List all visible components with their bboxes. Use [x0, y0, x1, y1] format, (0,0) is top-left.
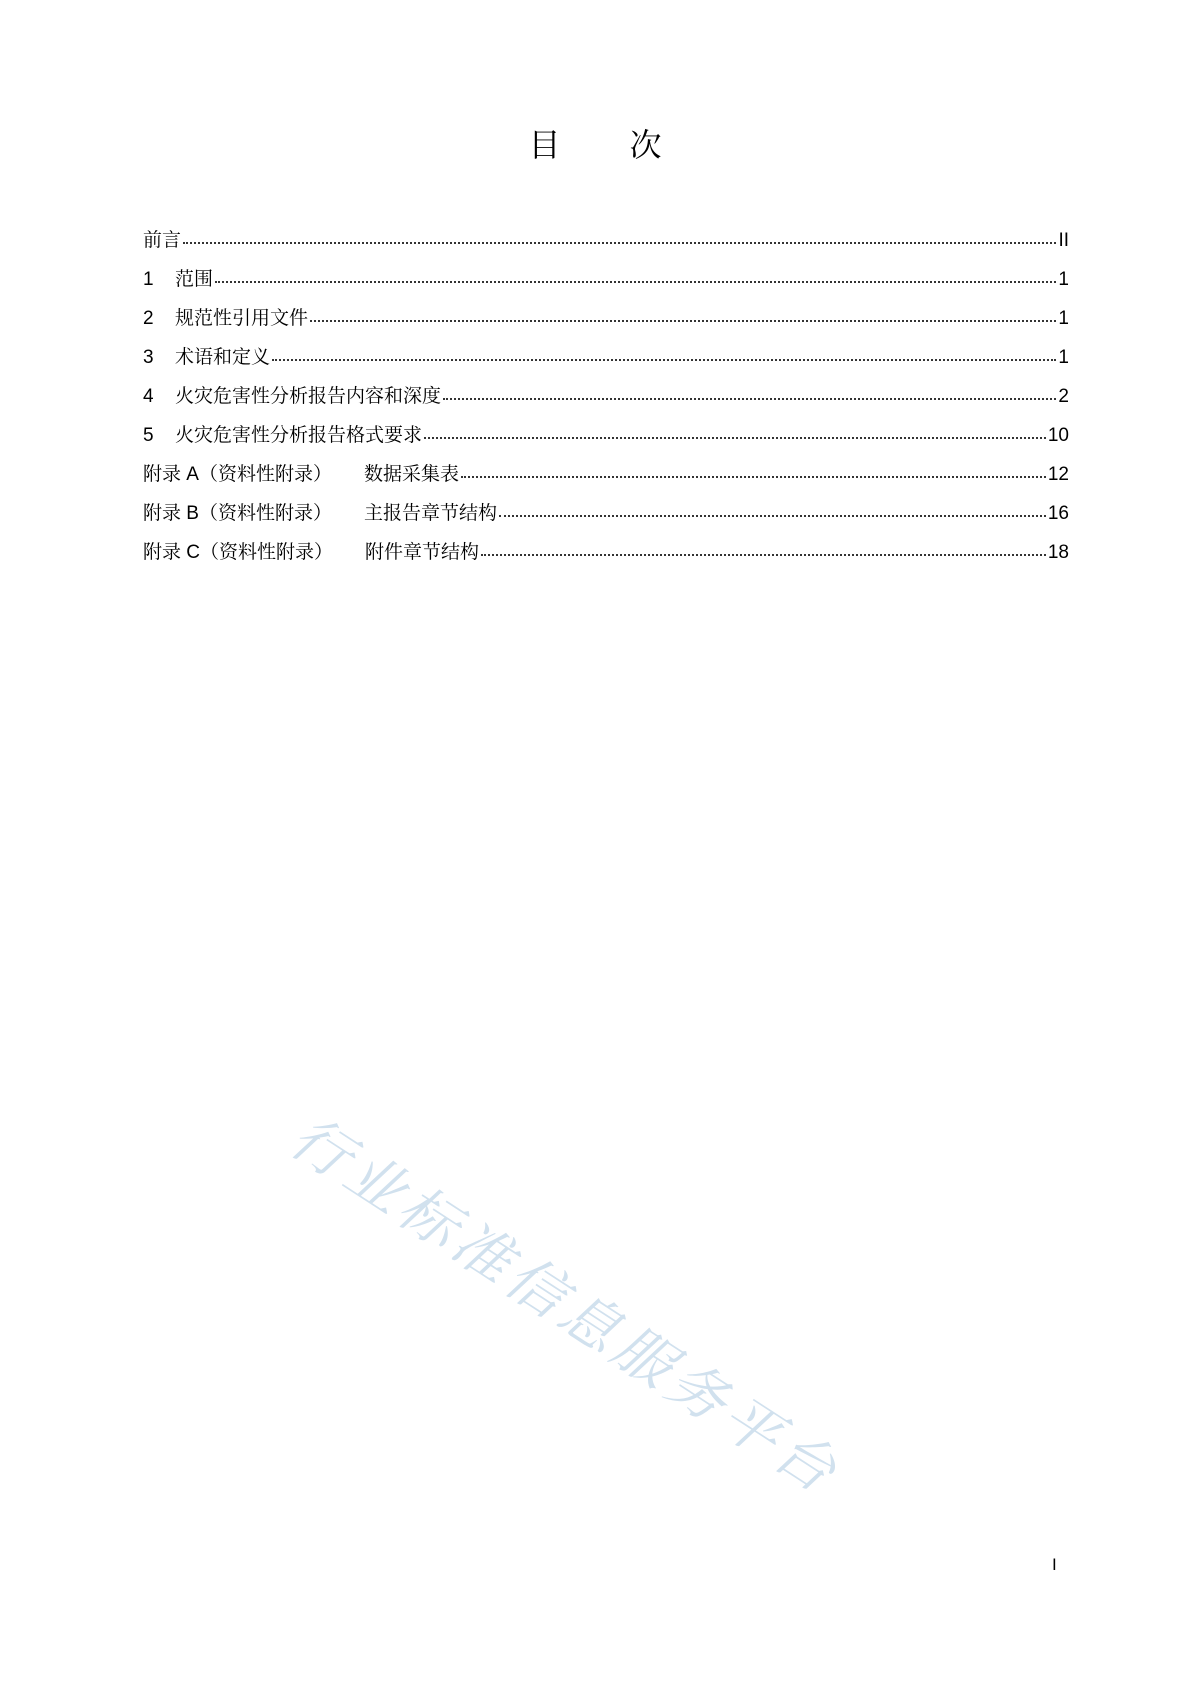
- toc-leader: [424, 419, 1046, 441]
- toc-entry-2[interactable]: [143, 302, 1069, 341]
- toc-entry-appendix-c[interactable]: [143, 536, 1069, 575]
- toc-entry-number: 3: [143, 347, 154, 368]
- toc-entry-1[interactable]: [143, 263, 1069, 302]
- toc-entry-label: 火灾危害性分析报告格式要求: [175, 425, 423, 446]
- toc-entry-number: 2: [143, 308, 154, 329]
- toc-entry-5[interactable]: [143, 419, 1069, 458]
- toc-leader: [183, 224, 1056, 246]
- toc-entry-number: 5: [143, 425, 154, 446]
- toc-leader: [215, 263, 1056, 285]
- toc-entry-foreword[interactable]: [143, 224, 1069, 263]
- toc-entry-page: 16: [1047, 503, 1069, 524]
- toc-entry-page: 12: [1047, 464, 1069, 485]
- toc-entry-label: 附录 C（资料性附录）: [143, 542, 334, 563]
- toc-entry-4[interactable]: [143, 380, 1069, 419]
- toc-leader: [310, 302, 1056, 324]
- toc-entry-page: 1: [1058, 347, 1069, 368]
- toc-entry-page: 2: [1058, 386, 1069, 407]
- table-of-contents: [143, 224, 1069, 575]
- toc-entry-label: 附录 A（资料性附录）: [143, 464, 332, 485]
- toc-entry-page: II: [1058, 230, 1069, 251]
- toc-entry-number: 4: [143, 386, 154, 407]
- toc-entry-label: 范围: [175, 269, 214, 290]
- toc-leader: [272, 341, 1056, 363]
- toc-entry-page: 1: [1058, 269, 1069, 290]
- toc-entry-number: 1: [143, 269, 154, 290]
- toc-entry-page: 18: [1047, 542, 1069, 563]
- toc-entry-subtitle: 数据采集表: [363, 464, 459, 485]
- toc-entry-appendix-a[interactable]: [143, 458, 1069, 497]
- toc-entry-page: 10: [1047, 425, 1069, 446]
- toc-entry-label: 术语和定义: [175, 347, 271, 368]
- toc-entry-label: 火灾危害性分析报告内容和深度: [175, 386, 442, 407]
- toc-leader: [481, 536, 1046, 558]
- toc-entry-subtitle: 附件章节结构: [365, 542, 480, 563]
- page-number: I: [1052, 1555, 1057, 1574]
- toc-leader: [499, 497, 1046, 519]
- toc-entry-subtitle: 主报告章节结构: [363, 503, 497, 524]
- page-title: 目 次: [528, 127, 692, 163]
- toc-entry-appendix-b[interactable]: [143, 497, 1069, 536]
- toc-entry-label: 前言: [143, 230, 182, 251]
- toc-leader: [461, 458, 1046, 480]
- watermark: 行业标准信息服务平台: [278, 1102, 853, 1509]
- toc-entry-page: 1: [1058, 308, 1069, 329]
- toc-entry-label: 规范性引用文件: [175, 308, 309, 329]
- toc-entry-3[interactable]: [143, 341, 1069, 380]
- toc-leader: [443, 380, 1056, 402]
- toc-entry-label: 附录 B（资料性附录）: [143, 503, 332, 524]
